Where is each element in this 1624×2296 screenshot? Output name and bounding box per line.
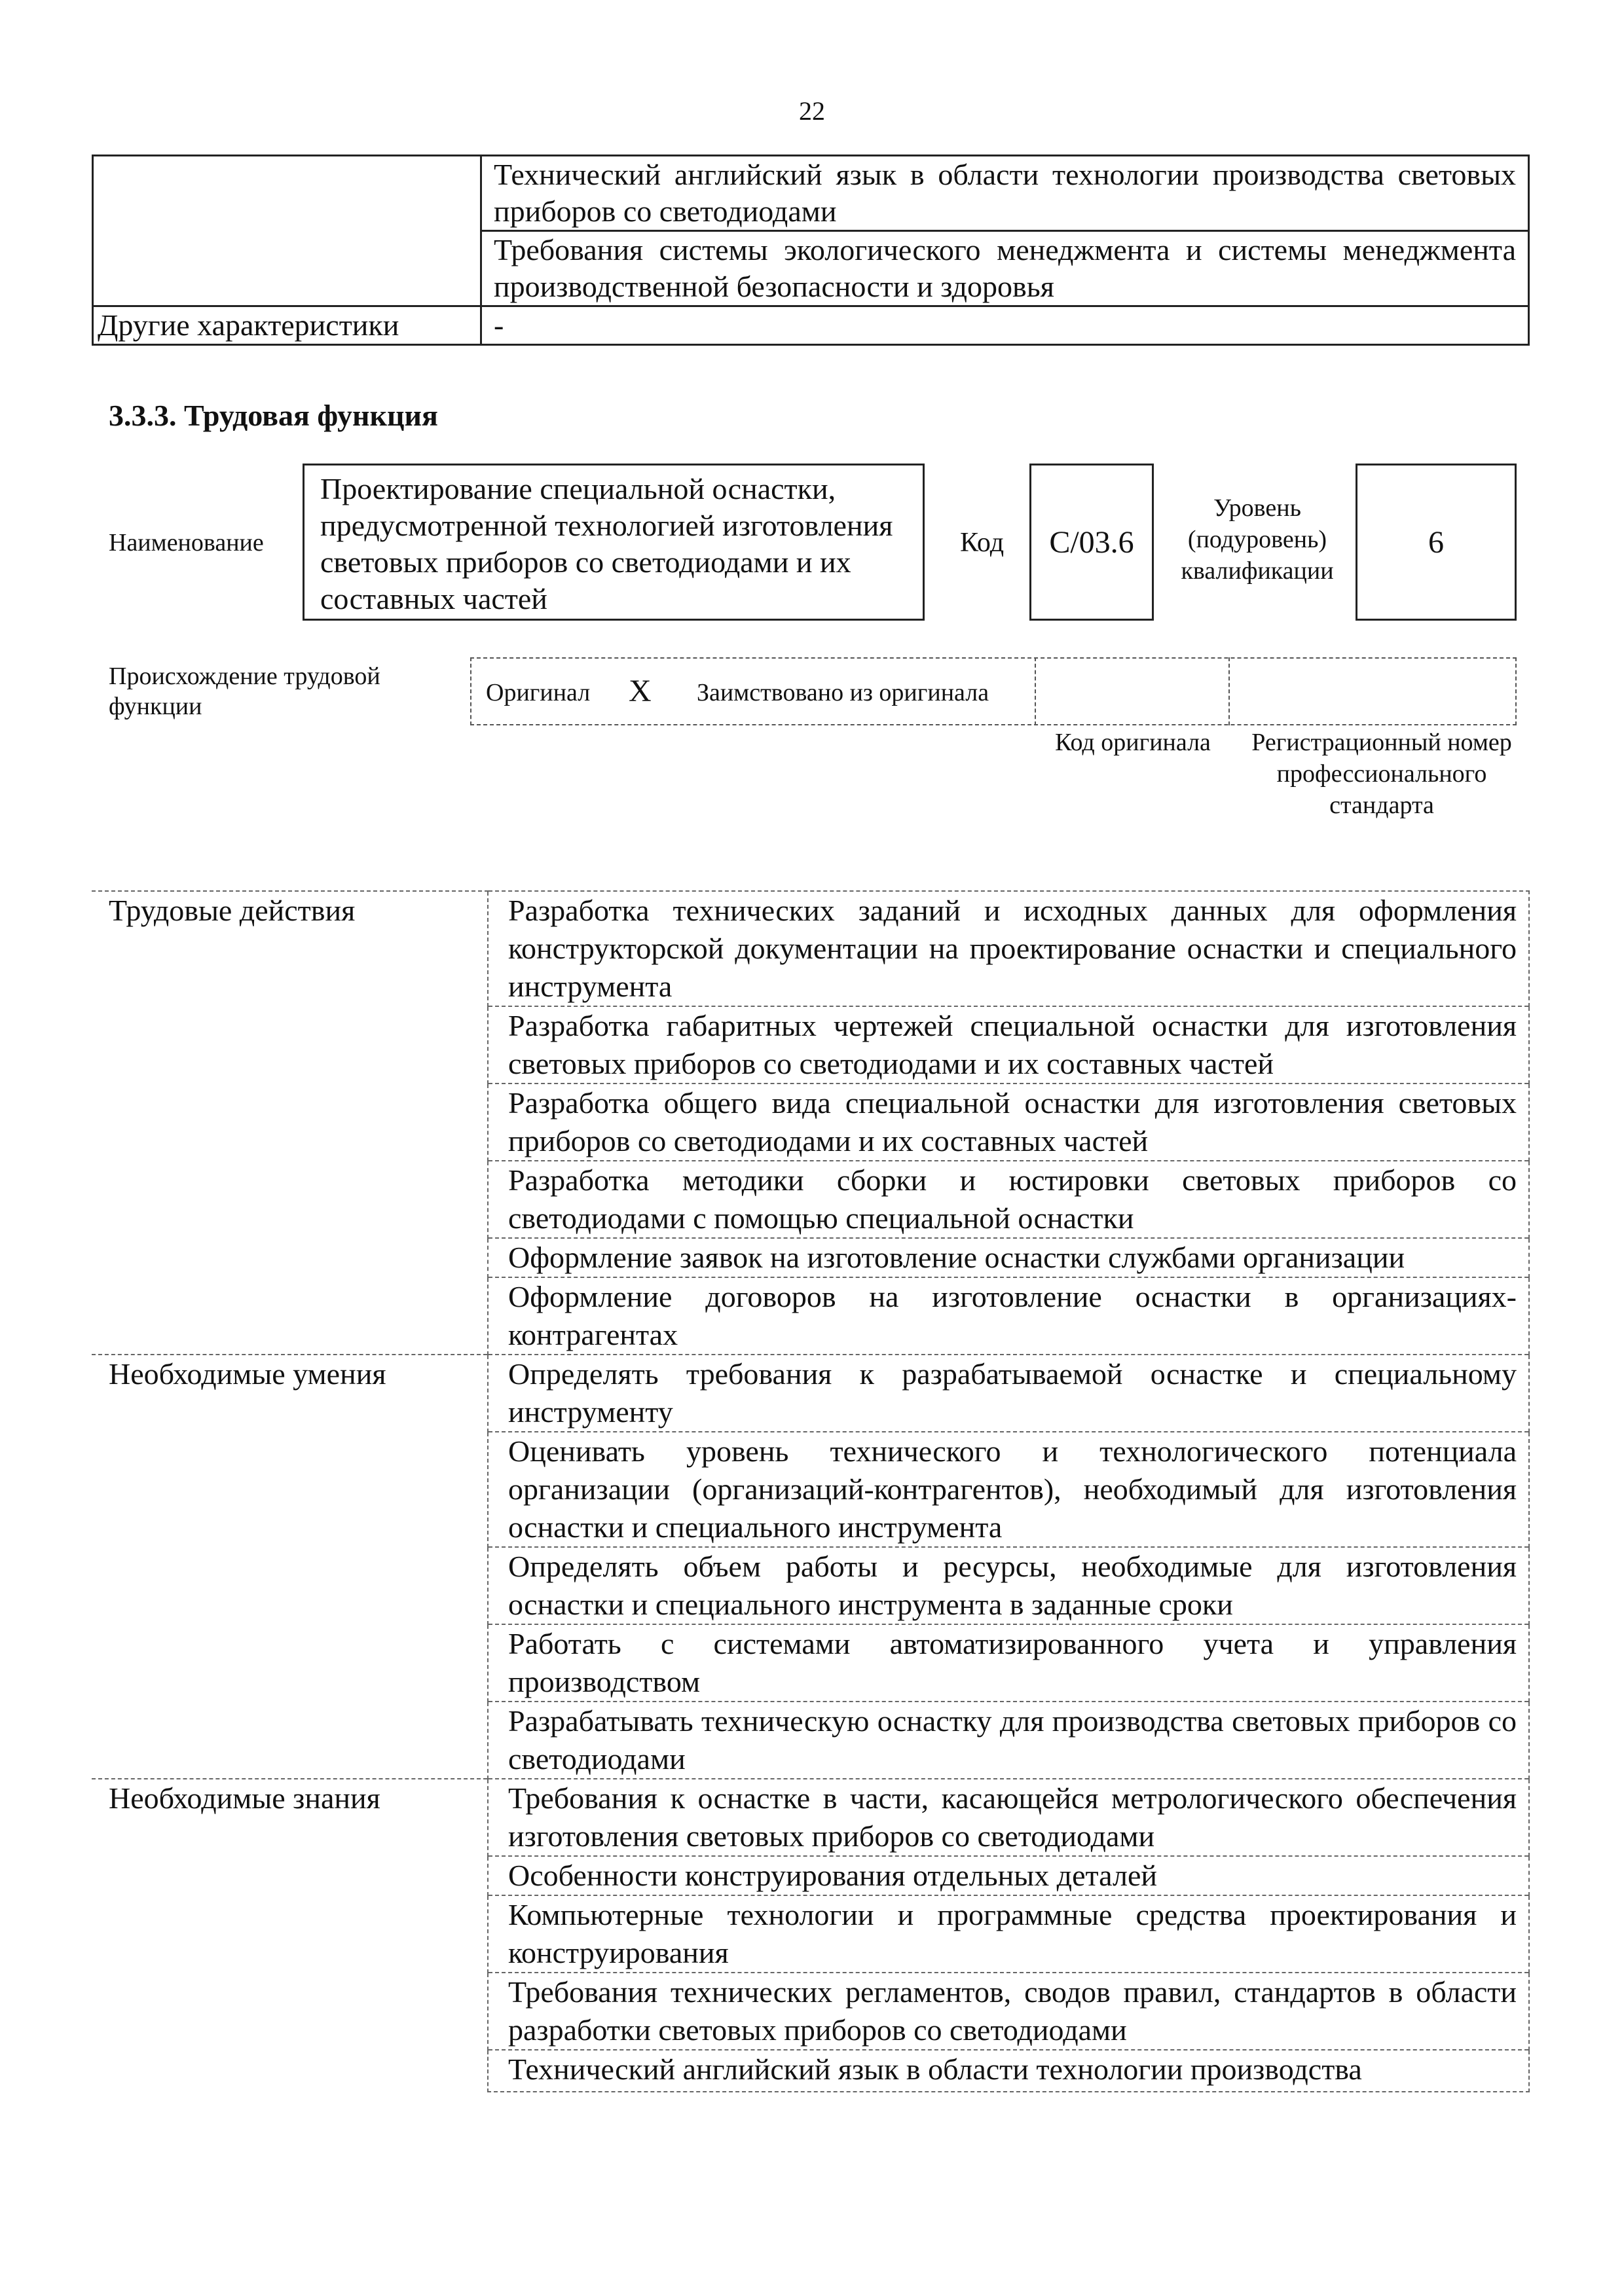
- qualification-level-value: 6: [1356, 464, 1517, 621]
- origin-original-label: Оригинал: [486, 679, 591, 706]
- other-characteristics-label: Другие характеристики: [93, 306, 481, 345]
- origin-divider: [1035, 657, 1036, 725]
- labor-actions-label: Трудовые действия: [92, 891, 488, 1355]
- origin-divider: [1228, 657, 1230, 725]
- table-item: Особенности конструирования отдельных деталей: [488, 1856, 1529, 1895]
- table-item: Оценивать уровень технического и технологического потенциала организации (организаций-контрагентов), необходимый для изготовления оснастки и специального инструмента: [488, 1432, 1529, 1547]
- table-item: Технический английский язык в области технологии производства световых приборов со светодиодами: [481, 156, 1529, 231]
- registration-number-caption: Регистрационный номер профессионального стандарта: [1251, 729, 1512, 819]
- table-item: Требования системы экологического менеджмента и системы менеджмента производственной безопасности и здоровья: [481, 231, 1529, 306]
- other-characteristics-value: -: [481, 306, 1529, 345]
- table-item: Оформление договоров на изготовление оснастки в организациях-контрагентах: [488, 1277, 1529, 1355]
- continuation-table: [92, 155, 1530, 346]
- code-label: Код: [960, 528, 1005, 558]
- table-item: Оформление заявок на изготовление оснастки службами организации: [488, 1238, 1529, 1277]
- qualification-level-label: Уровень (подуровень) квалификации: [1181, 494, 1334, 585]
- table-item: Требования технических регламентов, сводов правил, стандартов в области разработки световых приборов со светодиодами: [488, 1973, 1529, 2050]
- table-item: Требования к оснастке в части, касающейся метрологического обеспечения изготовления световых приборов со светодиодами: [488, 1779, 1529, 1856]
- page-number: 22: [799, 96, 825, 126]
- table-item: Разработка общего вида специальной оснастки для изготовления световых приборов со светодиодами и их составных частей: [488, 1084, 1529, 1161]
- table-item: Компьютерные технологии и программные средства проектирования и конструирования: [488, 1895, 1529, 1973]
- table-item: Разработка габаритных чертежей специальной оснастки для изготовления световых приборов со светодиодами и их составных частей: [488, 1006, 1529, 1084]
- origin-borrowed-label: Заимствовано из оригинала: [697, 679, 989, 706]
- table-item: Работать с системами автоматизированного учета и управления производством: [488, 1624, 1529, 1702]
- origin-box: [470, 657, 1517, 725]
- required-skills-label: Необходимые умения: [92, 1355, 488, 1779]
- name-label: Наименование: [109, 529, 264, 556]
- table-item: Разработка методики сборки и юстировки световых приборов со светодиодами с помощью специальной оснастки: [488, 1161, 1529, 1238]
- table-item: Разрабатывать техническую оснастку для производства световых приборов со светодиодами: [488, 1702, 1529, 1779]
- table-item: Определять требования к разрабатываемой оснастке и специальному инструменту: [488, 1355, 1529, 1432]
- required-knowledge-label: Необходимые знания: [92, 1779, 488, 2092]
- original-code-caption: Код оригинала: [1055, 729, 1211, 756]
- function-details-table: [92, 890, 1530, 2092]
- code-value: C/03.6: [1029, 464, 1154, 621]
- empty-category-cell: [93, 156, 481, 306]
- function-name: Проектирование специальной оснастки, предусмотренной технологией изготовления световых приборов со светодиодами и их составных частей: [303, 464, 925, 621]
- table-item: Определять объем работы и ресурсы, необходимые для изготовления оснастки и специального инструмента в заданные сроки: [488, 1547, 1529, 1624]
- origin-mark: X: [629, 674, 652, 708]
- origin-label: Происхождение трудовой функции: [109, 663, 380, 720]
- section-heading: 3.3.3. Трудовая функция: [109, 399, 438, 432]
- table-item: Разработка технических заданий и исходных данных для оформления конструкторской документации на проектирование оснастки и специального инструмента: [488, 891, 1529, 1006]
- table-item: Технический английский язык в области технологии производства: [488, 2050, 1529, 2092]
